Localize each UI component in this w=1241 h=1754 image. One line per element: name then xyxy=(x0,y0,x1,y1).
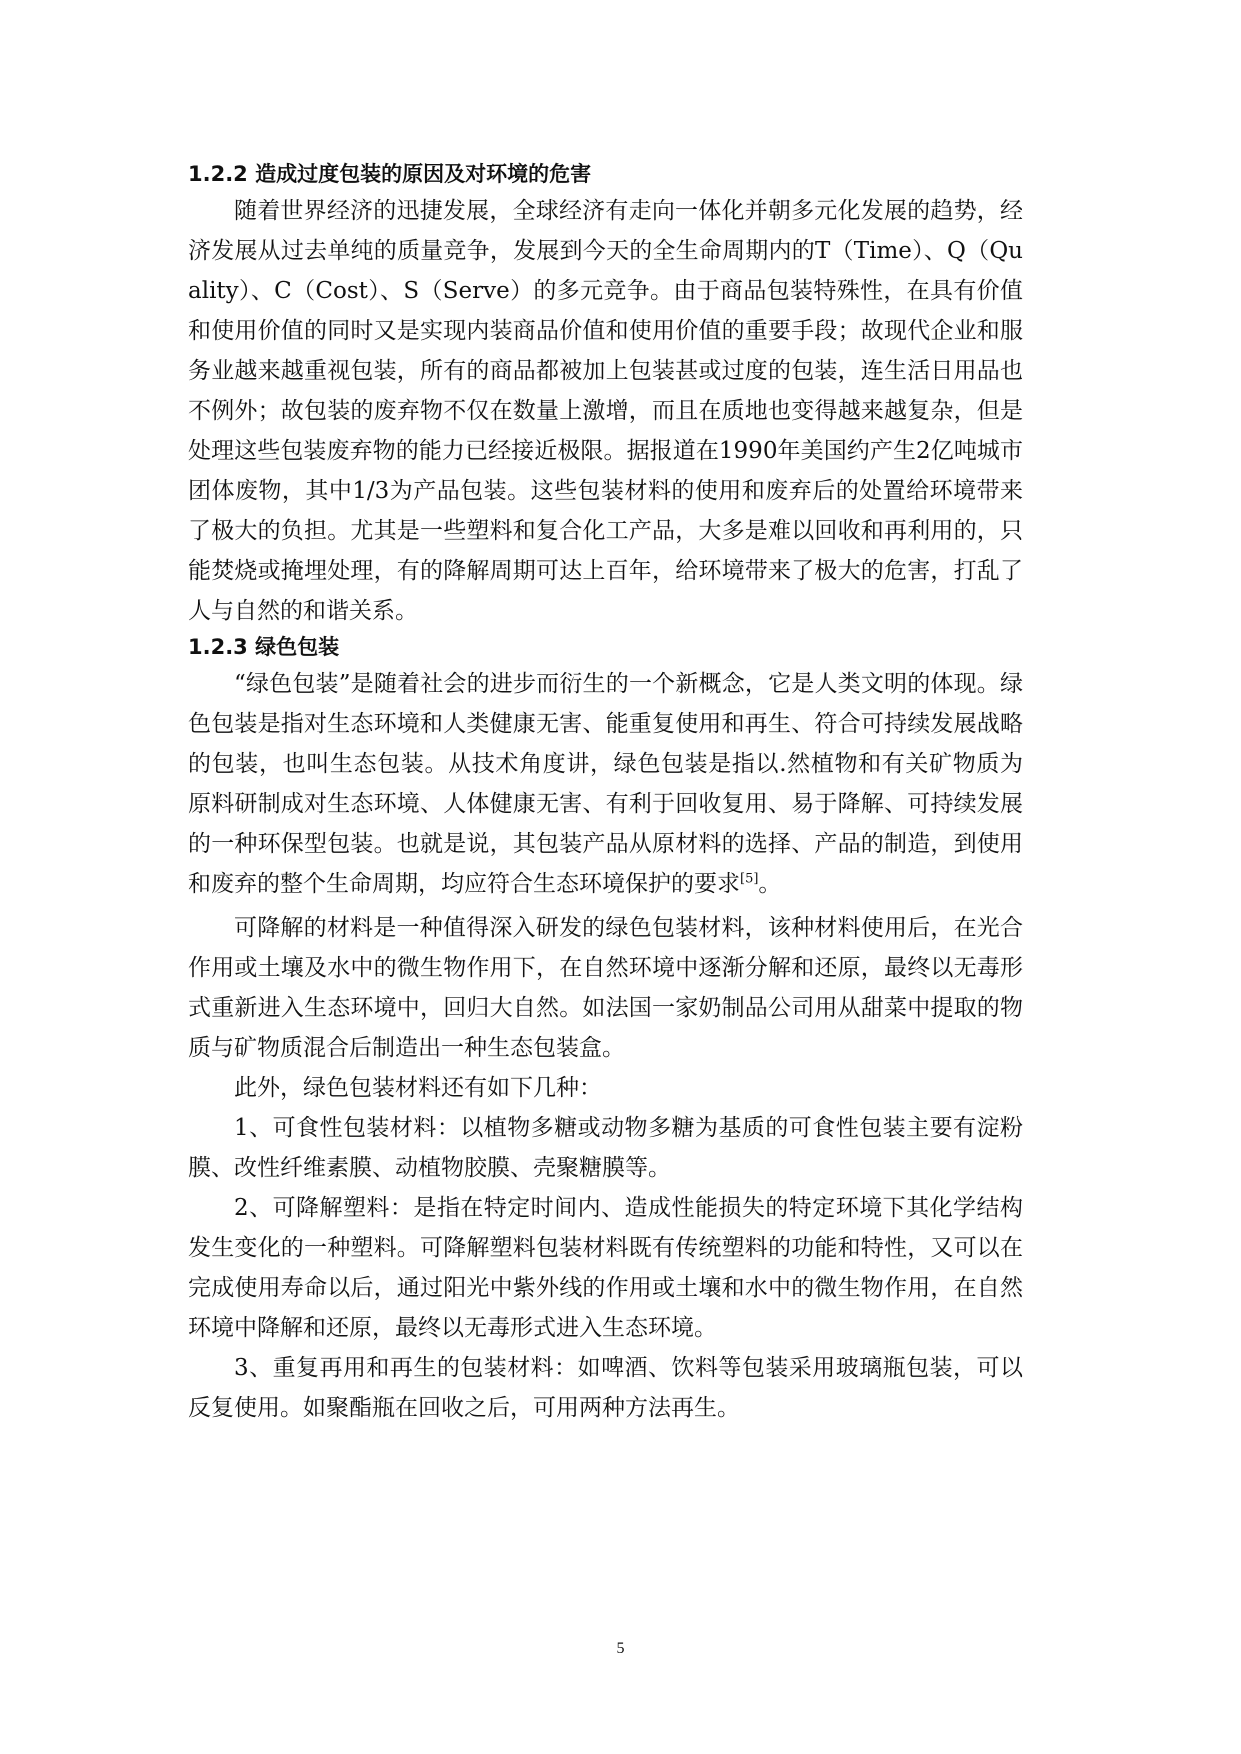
list-item-edible-packaging: 1、可食性包装材料：以植物多糖或动物多糖为基质的可食性包装主要有淀粉膜、改性纤维素膜、动植物胶膜、壳聚糖膜等。 xyxy=(188,1115,1023,1181)
page-number: 5 xyxy=(616,1640,625,1657)
list-item-reusable-packaging: 3、重复再用和再生的包装材料：如啤酒、饮料等包装采用玻璃瓶包装，可以反复使用。如聚酯瓶在回收之后，可用两种方法再生。 xyxy=(188,1355,1023,1421)
paragraph-other-types-intro: 此外，绿色包装材料还有如下几种： xyxy=(234,1075,602,1101)
section-heading-1-2-2: 1.2.2 造成过度包装的原因及对环境的危害 xyxy=(188,162,592,186)
paragraph-text-end: 。 xyxy=(758,871,782,897)
section-heading-1-2-3: 1.2.3 绿色包装 xyxy=(188,635,340,659)
list-item-degradable-plastic: 2、可降解塑料：是指在特定时间内、造成性能损失的特定环境下其化学结构发生变化的一种塑料。可降解塑料包装材料既有传统塑料的功能和特性，又可以在完成使用寿命以后，通过阳光中紫外线的作用或土壤和水中的微生物作用，在自然环境中降解和还原，最终以无毒形式进入生态环境。 xyxy=(188,1195,1023,1341)
page-content xyxy=(188,158,1023,1428)
paragraph-degradable-materials: 可降解的材料是一种值得深入研发的绿色包装材料，该种材料使用后，在光合作用或土壤及水中的微生物作用下，在自然环境中逐渐分解和还原，最终以无毒形式重新进入生态环境中，回归大自然。如法国一家奶制品公司用从甜菜中提取的物质与矿物质混合后制造出一种生态包装盒。 xyxy=(188,915,1023,1061)
paragraph-text: “绿色包装”是随着社会的进步而衍生的一个新概念，它是人类文明的体现。绿色包装是指对生态环境和人类健康无害、能重复使用和再生、符合可持续发展战略的包装，也叫生态包装。从技术角度讲，绿色包装是指以.然植物和有关矿物质为原料研制成对生态环境、人体健康无害、有利于回收复用、易于降解、可持续发展的一种环保型包装。也就是说，其包装产品从原材料的选择、产品的制造，到使用和废弃的整个生命周期，均应符合生态环境保护的要求 xyxy=(188,671,1023,897)
paragraph-green-packaging-definition xyxy=(188,664,1023,904)
citation-reference: [5] xyxy=(740,871,759,887)
paragraph-excess-packaging: 随着世界经济的迅捷发展，全球经济有走向一体化并朝多元化发展的趋势，经济发展从过去单纯的质量竞争，发展到今天的全生命周期内的T（Time）、Q（Quality）、C（Cost）、S（Serve）的多元竞争。由于商品包装特殊性，在具有价值和使用价值的同时又是实现内装商品价值和使用价值的重要手段；故现代企业和服务业越来越重视包装，所有的商品都被加上包装甚或过度的包装，连生活日用品也不例外；故包装的废弃物不仅在数量上激增，而且在质地也变得越来越复杂，但是处理这些包装废弃物的能力已经接近极限。据报道在1990年美国约产生2亿吨城市团体废物，其中1/3为产品包装。这些包装材料的使用和废弃后的处置给环境带来了极大的负担。尤其是一些塑料和复合化工产品，大多是难以回收和再利用的，只能焚烧或掩埋处理，有的降解周期可达上百年，给环境带来了极大的危害，打乱了人与自然的和谐关系。 xyxy=(188,198,1023,624)
